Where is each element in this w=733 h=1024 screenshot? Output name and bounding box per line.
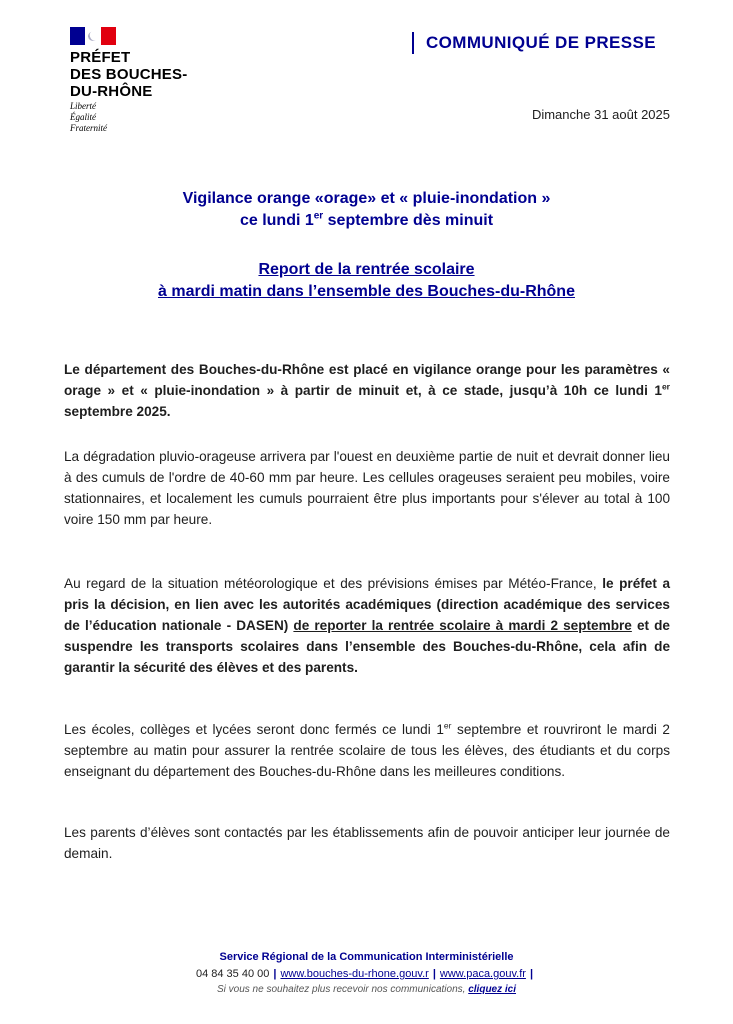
lead-text-end: septembre 2025. [64,404,171,419]
paragraph-parents: Les parents d’élèves sont contactés par les établissements afin de pouvoir anticiper leur journée de demain. [64,825,670,861]
decision-intro: Au regard de la situation météorologique et des prévisions émises par Météo-France, [64,576,603,591]
flag-white-band [85,27,101,45]
footer-unsubscribe [0,984,733,995]
motto-egalite: Égalité [70,112,96,122]
prefecture-logo-text [70,49,187,100]
main-title-line-2-post: septembre dès minuit [323,212,494,229]
decision-postponement: de reporter la rentrée scolaire à mardi 2 septembre [293,618,632,633]
main-title-line-2-pre: ce lundi 1 [239,212,314,229]
flag-blue-band [70,27,85,45]
footer-separator-3: | [529,968,534,980]
footer-phone: 04 84 35 40 00 [195,968,270,980]
paragraph-lead [64,359,670,422]
main-title [0,188,733,232]
unsubscribe-text: Si vous ne souhaitez plus recevoir nos communications, [216,984,469,995]
footer-separator-1: | [273,968,277,980]
schools-ordinal: er [443,720,452,731]
french-flag-logo [70,27,116,45]
footer-link-prefecture[interactable]: www.bouches-du-rhone.gouv.r [280,968,429,980]
lead-text: Le département des Bouches-du-Rhône est placé en vigilance orange pour les paramètres « orage » et « pluie-inondation » à partir de minuit et, à ce stade, jusqu’à 10h ce lundi 1 [64,362,670,398]
logo-line-3: DU-RHÔNE [70,83,153,100]
schools-text-end: septembre et rouvriront le mardi 2 septembre au matin pour assurer la rentrée scolaire de tous les élèves, des étudiants et du corps enseignant du département des Bouches-du-Rhône dans les meilleures conditions. [64,722,670,779]
logo-line-1: PRÉFET [70,49,131,66]
schools-text: Les écoles, collèges et lycées seront donc fermés ce lundi 1 [64,722,444,737]
logo-line-2: DES BOUCHES- [70,66,188,83]
footer-separator-2: | [432,968,436,980]
decision-transport: et de suspendre les transports scolaires dans l’ensemble des Bouches-du-Rhône, cela afin de garantir la sécurité des élèves et des parents. [64,618,670,675]
motto-fraternite: Fraternité [70,123,107,133]
publication-date: Dimanche 31 août 2025 [531,107,670,122]
main-title-line-1: Vigilance orange «orage» et « pluie-inondation » [182,190,551,207]
main-title-ordinal: er [313,210,324,222]
motto-liberte: Liberté [70,101,96,111]
paragraph-schools [64,719,670,782]
footer-link-paca[interactable]: www.paca.gouv.fr [439,968,526,980]
footer-contacts [0,968,733,980]
lead-ordinal: er [661,381,670,392]
footer-service: Service Régional de la Communication Interministérielle [219,951,514,963]
document-type-label: COMMUNIQUÉ DE PRESSE [412,32,656,54]
paragraph-decision [64,573,670,678]
subtitle [0,259,733,303]
paragraph-forecast: La dégradation pluvio-orageuse arrivera par l'ouest en deuxième partie de nuit et devrait donner lieu à des cumuls de l'ordre de 40-60 mm par heure. Les cellules orageuses seraient peu mobiles, voire stationnaires, et localement les cumuls pourraient être plus importants pour s'élever au total à 100 voire 150 mm par heure. [64,449,670,527]
decision-bold: le préfet a pris la décision, en lien avec les autorités académiques (direction académique des services de l’éducation nationale - DASEN) [64,576,670,633]
unsubscribe-link[interactable]: cliquez ici [468,984,517,995]
subtitle-line-1: Report de la rentrée scolaire [258,261,475,278]
republic-motto [70,101,107,134]
subtitle-line-2: à mardi matin dans l’ensemble des Bouches-du-Rhône [158,283,575,300]
flag-red-band [101,27,116,45]
